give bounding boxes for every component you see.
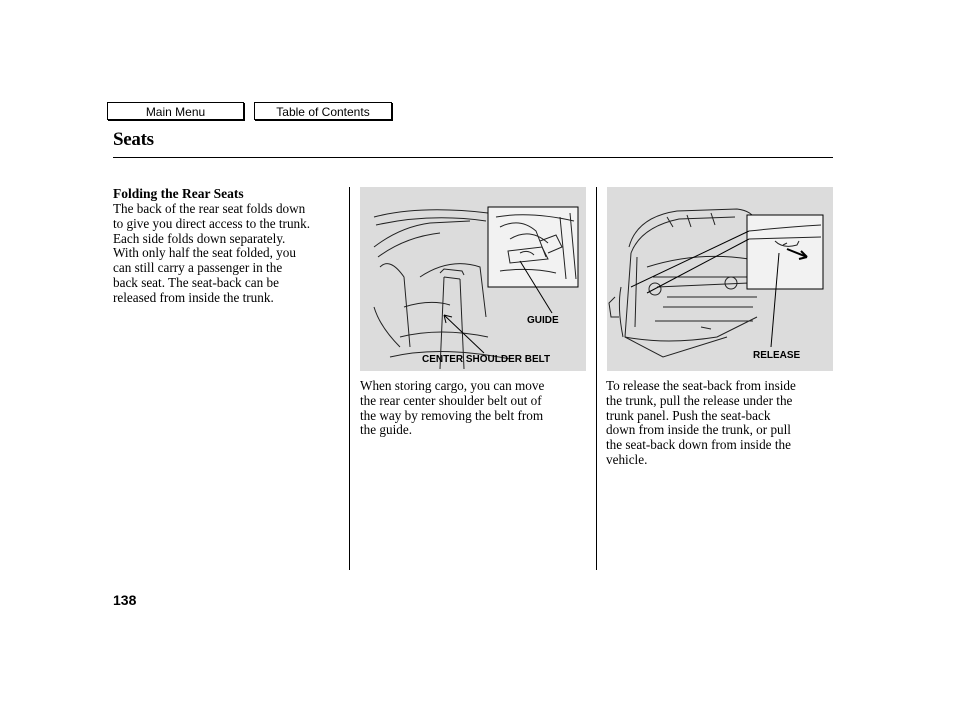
guide-label: GUIDE: [527, 315, 559, 326]
center-shoulder-belt-label: CENTER SHOULDER BELT: [422, 354, 551, 365]
page-number: 138: [113, 592, 137, 608]
column2-body-text: When storing cargo, you can move the rear center shoulder belt out of the way by removing the belt from the guide.: [360, 378, 545, 438]
title-divider: [113, 157, 833, 158]
section-heading: Folding the Rear Seats: [113, 186, 244, 201]
release-label: RELEASE: [753, 350, 801, 361]
trunk-release-illustration: [607, 187, 833, 371]
page-title: Seats: [113, 129, 154, 150]
table-of-contents-button[interactable]: Table of Contents: [254, 102, 392, 120]
shoulder-belt-illustration: [360, 187, 586, 371]
column3-body-text: To release the seat-back from inside the trunk, pull the release under the trunk panel. Push the seat-back down from inside the trunk, or pull the seat-back down from inside the vehicle.: [606, 378, 796, 467]
trunk-release-drawing: [607, 187, 833, 371]
main-menu-button[interactable]: Main Menu: [107, 102, 244, 120]
shoulder-belt-drawing: [360, 187, 586, 371]
column-divider-2: [596, 187, 597, 570]
column-divider-1: [349, 187, 350, 570]
column1-body-text: The back of the rear seat folds down to give you direct access to the trunk. Each side folds down separately. With only half the seat folded, you can still carry a passenger in the back seat. The seat-back can be released from inside the trunk.: [113, 201, 311, 305]
